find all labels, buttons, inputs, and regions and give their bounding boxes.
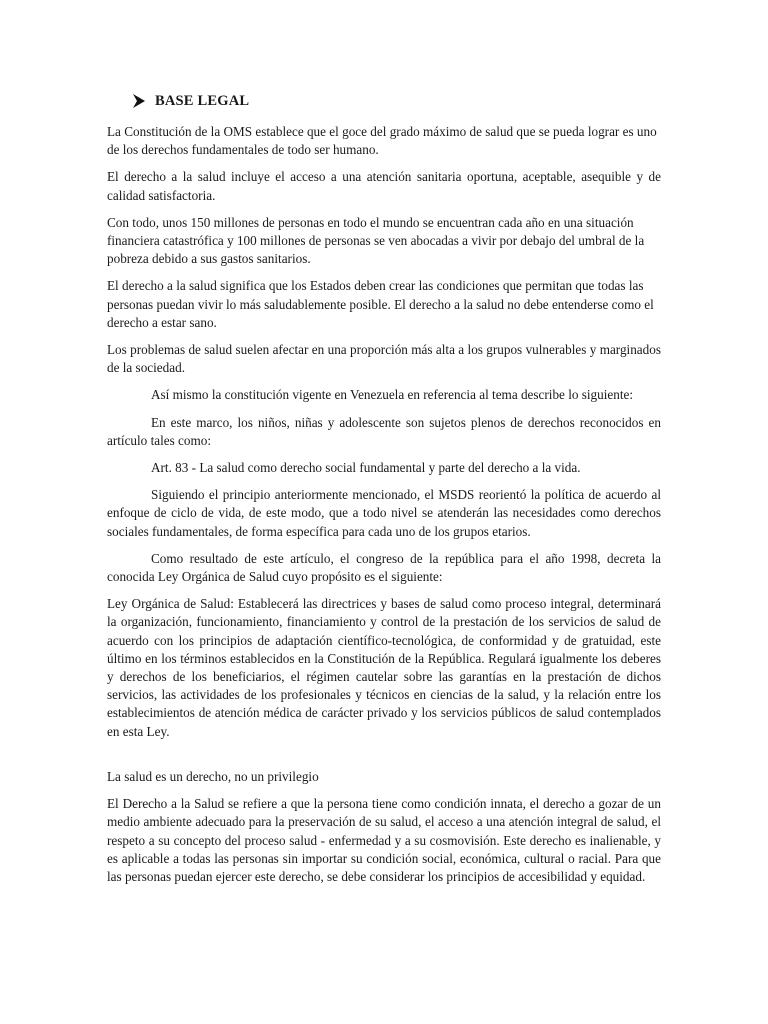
section-title: BASE LEGAL [155, 92, 250, 109]
paragraph-right-to-health-includes: El derecho a la salud incluye el acceso a una atención sanitaria oportuna, aceptable, asequible y de calidad satisfactoria. [107, 169, 661, 203]
paragraph-congress-1998: Como resultado de este artículo, el congreso de la república para el año 1998, decreta la conocida Ley Orgánica de Salud cuyo propósito es el siguiente: [107, 550, 661, 585]
paragraph-article-83: Art. 83 - La salud como derecho social fundamental y parte del derecho a la vida. [151, 460, 581, 476]
paragraph-vulnerable-groups: Los problemas de salud suelen afectar en una proporción más alta a los grupos vulnerables y marginados de la sociedad. [107, 342, 661, 376]
paragraph-children-rights: En este marco, los niños, niñas y adolescente son sujetos plenos de derechos reconocidos en artículo tales como: [107, 414, 661, 448]
paragraph-right-to-health-definition: El Derecho a la Salud se refiere a que la persona tiene como condición innata, el derecho a gozar de un medio ambiente adecuado para la preservación de su salud, el acceso a una atención integral de salud, el respeto a su concepto del proceso salud - enfermedad y a su cosmovisión. Este derecho es inalienable, y es aplicable a todas las personas sin importar su condición social, económica, cultural o racial. Para que las personas puedan ejercer este derecho, se debe considerar los principios de accesibilidad y equidad. [107, 796, 661, 884]
arrowhead-bullet-icon [131, 93, 147, 109]
paragraph-msds-reorientation: Siguiendo el principio anteriormente mencionado, el MSDS reorientó la política de acuerdo al enfoque de ciclo de vida, de este modo, que a todo nivel se atenderán las necesidades como derechos sociales fundamentales, de forma específica para cada uno de los grupos etarios. [107, 487, 661, 539]
document-page [107, 90, 661, 895]
section-heading [131, 90, 661, 112]
subheading-right-not-privilege: La salud es un derecho, no un privilegio [107, 768, 319, 784]
paragraph-oms-constitution: La Constitución de la OMS establece que el goce del grado máximo de salud que se pueda lograr es uno de los derechos fundamentales de todo ser humano. [107, 124, 657, 158]
paragraph-venezuela-constitution: Así mismo la constitución vigente en Venezuela en referencia al tema describe lo siguiente: [151, 387, 634, 403]
paragraph-financial-catastrophe: Con todo, unos 150 millones de personas en todo el mundo se encuentran cada año en una situación financiera catastrófica y 100 millones de personas se ven abocadas a vivir por debajo del umbral de la pobreza debido a sus gastos sanitarios. [107, 214, 645, 267]
section-spacer [107, 750, 661, 768]
paragraph-ley-organica: Ley Orgánica de Salud: Establecerá las directrices y bases de salud como proceso integral, determinará la organización, funcionamiento, financiamiento y control de la prestación de los servicios de salud de acuerdo con los principios de adaptación científico-tecnológica, de conformidad y de gratuidad, este último en los términos establecidos en la Constitución de la República. Regulará igualmente los deberes y derechos de los beneficiarios, el régimen cautelar sobre las garantías en la prestación de dichos servicios, las actividades de los profesionales y técnicos en ciencias de la salud, y la relación entre los establecimientos de atención médica de carácter privado y los servicios públicos de salud contemplados en esta Ley. [107, 596, 661, 739]
paragraph-states-obligation: El derecho a la salud significa que los Estados deben crear las condiciones que permitan que todas las personas puedan vivir lo más saludablemente posible. El derecho a la salud no debe entenderse como el derecho a estar sano. [107, 278, 654, 330]
